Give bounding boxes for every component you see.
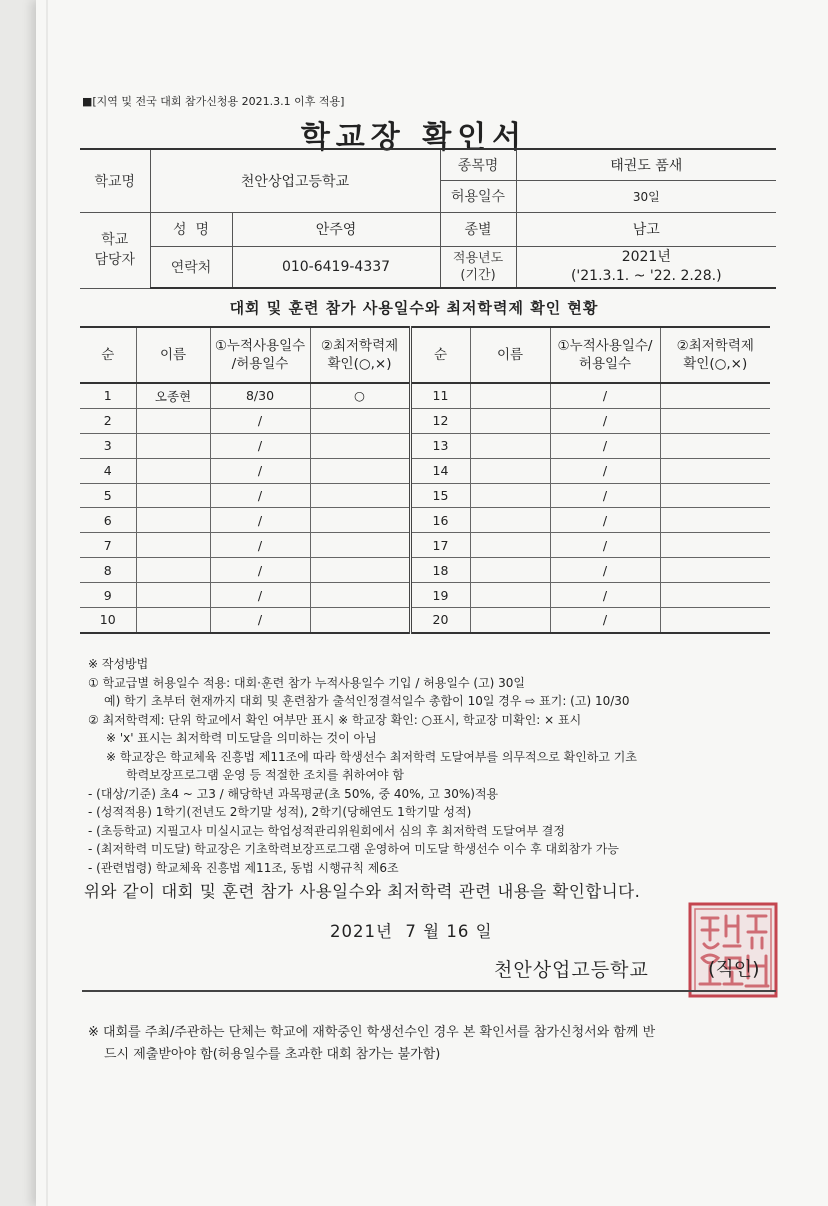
- header-grade-left: [310, 327, 410, 383]
- name-label: 성 명: [150, 212, 232, 246]
- row-days-right: /: [550, 458, 660, 483]
- manager-label-line2: 담당자: [94, 252, 136, 268]
- row-name-left: [136, 483, 210, 508]
- usage-table: [80, 326, 770, 634]
- method-heading: ※ 작성방법: [88, 657, 149, 671]
- row-no-left: 8: [80, 558, 136, 583]
- year-value-line1: 2021년: [621, 248, 671, 265]
- school-name: 천안상업고등학교: [150, 149, 440, 212]
- method-line-10: - (최저학력 미도달) 학교장은 기초학력보장프로그램 운영하여 미도달 학생선수 이수 후 대회참가 가능: [88, 842, 619, 856]
- row-days-left: /: [210, 483, 310, 508]
- row-days-right: /: [550, 433, 660, 458]
- table-row: [80, 483, 770, 508]
- row-no-left: 3: [80, 433, 136, 458]
- row-days-right: /: [550, 383, 660, 408]
- table-row: [80, 508, 770, 533]
- header-days-right-line2: 허용일수: [578, 356, 632, 372]
- method-section: [88, 655, 768, 877]
- header-no-right: 순: [410, 327, 470, 383]
- method-line-3: ② 최저학력제: 단위 학교에서 확인 여부만 표시 ※ 학교장 확인: ○표시, 학교장 미확인: × 표시: [88, 712, 582, 727]
- info-table: [80, 148, 776, 289]
- row-no-left: 9: [80, 583, 136, 608]
- row-no-right: 17: [410, 533, 470, 558]
- row-grade-left: [310, 558, 410, 583]
- row-name-right: [470, 433, 550, 458]
- table-row: [80, 458, 770, 483]
- row-no-left: 1: [80, 383, 136, 408]
- row-no-right: 20: [410, 608, 470, 633]
- row-name-right: [470, 483, 550, 508]
- header-days-left-line2: /허용일수: [231, 356, 289, 372]
- row-name-right: [470, 508, 550, 533]
- row-name-left: [136, 533, 210, 558]
- paper-fold-shadow: [46, 0, 48, 1206]
- row-grade-left: [310, 408, 410, 433]
- row-name-left: [136, 458, 210, 483]
- row-no-right: 11: [410, 383, 470, 408]
- event-label: 종목명: [440, 149, 516, 180]
- row-name-right: [470, 383, 550, 408]
- method-line-6: 학력보장프로그램 운영 등 적절한 조치를 취하여야 함: [126, 768, 404, 782]
- row-grade-right: [660, 408, 770, 433]
- row-name-left: [136, 408, 210, 433]
- row-grade-right: [660, 458, 770, 483]
- method-line-11: - (관련법령) 학교체육 진흥법 제11조, 동법 시행규칙 제6조: [88, 860, 399, 875]
- header-days-right: [550, 327, 660, 383]
- row-no-right: 18: [410, 558, 470, 583]
- row-no-right: 19: [410, 583, 470, 608]
- header-grade-right-line2: 확인(○,×): [683, 356, 748, 372]
- row-no-right: 16: [410, 508, 470, 533]
- sign-date: 2021년 7 월 16 일: [330, 922, 493, 941]
- row-no-right: 12: [410, 408, 470, 433]
- footer-note-line2: 드시 제출받아야 함(허용일수를 초과한 대회 참가는 불가함): [104, 1047, 441, 1062]
- header-days-right-line1: ①누적사용일수/: [557, 338, 653, 354]
- row-grade-right: [660, 383, 770, 408]
- sign-school-name: 천안상업고등학교: [494, 959, 649, 981]
- row-grade-left: [310, 533, 410, 558]
- gender-label: 종별: [440, 212, 516, 246]
- gender-value: 남고: [516, 212, 776, 246]
- event-value: 태권도 품새: [516, 149, 776, 180]
- header-name-left: 이름: [136, 327, 210, 383]
- seal-stamp-icon: [686, 900, 780, 1000]
- header-days-left: [210, 327, 310, 383]
- row-name-left: [136, 508, 210, 533]
- method-line-8: - (성적적용) 1학기(전년도 2학기말 성적), 2학기(당해연도 1학기말 성적): [88, 805, 472, 819]
- row-days-right: /: [550, 608, 660, 633]
- row-name-right: [470, 533, 550, 558]
- header-name-right: 이름: [470, 327, 550, 383]
- method-line-7: - (대상/기준) 초4 ~ 고3 / 해당학년 과목평균(초 50%, 중 40%, 고 30%)적용: [88, 786, 499, 801]
- row-grade-left: [310, 433, 410, 458]
- contact-label: 연락처: [150, 246, 232, 288]
- footer-note: [88, 1022, 778, 1066]
- header-days-left-line1: ①누적사용일수: [214, 338, 306, 354]
- row-no-left: 7: [80, 533, 136, 558]
- row-name-left: [136, 558, 210, 583]
- table-row: [80, 383, 770, 408]
- row-no-left: 5: [80, 483, 136, 508]
- manager-label: [80, 212, 150, 288]
- name-value: 안주영: [232, 212, 440, 246]
- seal-label: (직인): [708, 958, 760, 980]
- row-grade-right: [660, 483, 770, 508]
- row-grade-right: [660, 433, 770, 458]
- row-grade-left: ○: [310, 383, 410, 408]
- year-label-line2: (기간): [460, 267, 496, 283]
- row-days-left: /: [210, 558, 310, 583]
- row-no-right: 14: [410, 458, 470, 483]
- manager-label-line1: 학교: [101, 232, 129, 248]
- row-no-right: 15: [410, 483, 470, 508]
- row-days-left: /: [210, 583, 310, 608]
- row-grade-left: [310, 458, 410, 483]
- row-name-left: 오종현: [136, 383, 210, 408]
- row-days-left: /: [210, 433, 310, 458]
- method-line-5: ※ 학교장은 학교체육 진흥법 제11조에 따라 학생선수 최저학력 도달여부를 의무적으로 확인하고 기초: [106, 749, 637, 764]
- year-label: [440, 246, 516, 288]
- row-no-left: 4: [80, 458, 136, 483]
- row-grade-right: [660, 558, 770, 583]
- table-row: [80, 583, 770, 608]
- row-grade-left: [310, 583, 410, 608]
- official-seal: [686, 900, 780, 1000]
- header-grade-right-line1: ②최저학력제: [676, 338, 754, 354]
- header-grade-left-line2: 확인(○,×): [327, 356, 392, 372]
- row-days-left: /: [210, 458, 310, 483]
- year-value: [516, 246, 776, 288]
- table-row: [80, 433, 770, 458]
- row-days-right: /: [550, 558, 660, 583]
- row-days-right: /: [550, 533, 660, 558]
- row-name-right: [470, 583, 550, 608]
- row-grade-right: [660, 608, 770, 633]
- method-line-1: ① 학교급별 허용일수 적용: 대회·훈련 참가 누적사용일수 기입 / 허용일수 (고) 30일: [88, 675, 526, 690]
- school-label: 학교명: [80, 149, 150, 212]
- row-name-left: [136, 608, 210, 633]
- row-no-right: 13: [410, 433, 470, 458]
- row-no-left: 2: [80, 408, 136, 433]
- row-grade-left: [310, 508, 410, 533]
- usage-table-body: [80, 383, 770, 633]
- row-days-left: /: [210, 608, 310, 633]
- header-grade-right: [660, 327, 770, 383]
- footer-note-line1: ※ 대회를 주최/주관하는 단체는 학교에 재학중인 학생선수인 경우 본 확인서를 참가신청서와 함께 반: [88, 1025, 656, 1040]
- row-name-right: [470, 558, 550, 583]
- row-days-right: /: [550, 408, 660, 433]
- row-days-right: /: [550, 508, 660, 533]
- row-grade-left: [310, 608, 410, 633]
- year-value-line2: ('21.3.1. ~ '22. 2.28.): [570, 267, 722, 284]
- table-row: [80, 533, 770, 558]
- row-days-left: 8/30: [210, 383, 310, 408]
- row-name-right: [470, 608, 550, 633]
- document-title: 학교장 확인서: [300, 120, 528, 155]
- row-grade-right: [660, 508, 770, 533]
- table-row: [80, 408, 770, 433]
- header-no-left: 순: [80, 327, 136, 383]
- signature-divider: [82, 990, 776, 992]
- year-label-line1: 적용년도: [452, 250, 504, 266]
- row-grade-left: [310, 483, 410, 508]
- table-row: [80, 558, 770, 583]
- row-no-left: 10: [80, 608, 136, 633]
- allowed-days-label: 허용일수: [440, 180, 516, 212]
- top-note: ■[지역 및 전국 대회 참가신청용 2021.3.1 이후 적용]: [82, 95, 345, 108]
- row-days-left: /: [210, 408, 310, 433]
- contact-value: 010-6419-4337: [232, 246, 440, 288]
- header-grade-left-line1: ②최저학력제: [320, 338, 399, 354]
- row-grade-right: [660, 533, 770, 558]
- allowed-days-value: 30일: [516, 180, 776, 212]
- row-days-right: /: [550, 483, 660, 508]
- confirm-statement: 위와 같이 대회 및 훈련 참가 사용일수와 최저학력 관련 내용을 확인합니다.: [84, 882, 641, 901]
- row-days-left: /: [210, 508, 310, 533]
- row-days-right: /: [550, 583, 660, 608]
- method-line-2: 예) 학기 초부터 현재까지 대회 및 훈련참가 출석인정결석일수 총합이 10일 경우 ⇨ 표기: (고) 10/30: [104, 694, 630, 708]
- row-grade-right: [660, 583, 770, 608]
- method-line-9: - (초등학교) 지필고사 미실시교는 학업성적관리위원회에서 심의 후 최저학력 도달여부 결정: [88, 823, 565, 838]
- row-name-right: [470, 458, 550, 483]
- section-title: 대회 및 훈련 참가 사용일수와 최저학력제 확인 현황: [229, 299, 599, 317]
- table-row: [80, 608, 770, 633]
- row-days-left: /: [210, 533, 310, 558]
- row-name-left: [136, 583, 210, 608]
- row-no-left: 6: [80, 508, 136, 533]
- method-line-4: ※ 'x' 표시는 최저학력 미도달을 의미하는 것이 아님: [106, 731, 377, 745]
- row-name-right: [470, 408, 550, 433]
- row-name-left: [136, 433, 210, 458]
